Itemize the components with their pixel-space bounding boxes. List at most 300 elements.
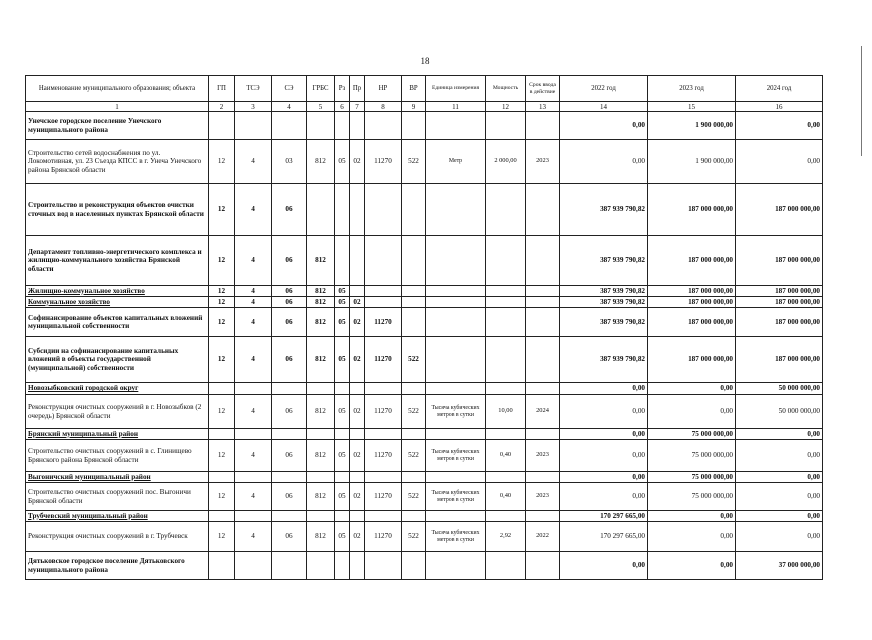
cell-se: 06 [272,440,307,472]
cell-grbs: 812 [307,395,335,429]
cell-name: Трубчевский муниципальный район [26,511,209,522]
cell-grbs: 812 [307,236,335,286]
cell-unit [426,511,486,522]
cell-gp [209,552,235,580]
cell-unit: Метр [426,140,486,184]
cell-rz: 05 [335,483,350,511]
cell-2023: 1 900 000,00 [648,112,736,140]
cell-2022: 0,00 [560,552,648,580]
cell-term [526,429,560,440]
cell-grbs: 812 [307,140,335,184]
cell-se: 06 [272,522,307,552]
cell-2023: 75 000 000,00 [648,472,736,483]
column-number: 16 [736,102,823,112]
cell-name: Строительство очистных сооружений пос. Выгоничи Брянской области [26,483,209,511]
cell-grbs [307,472,335,483]
cell-vr [402,383,426,395]
cell-rz: 05 [335,337,350,383]
cell-pr [350,236,365,286]
column-number: 3 [235,102,272,112]
cell-power [486,286,526,297]
cell-2024: 50 000 000,00 [736,383,823,395]
cell-nr: 11270 [365,337,402,383]
cell-power: 2 000,00 [486,140,526,184]
cell-tse [235,112,272,140]
cell-se [272,472,307,483]
cell-term [526,383,560,395]
cell-gp [209,429,235,440]
cell-tse [235,429,272,440]
cell-rz [335,383,350,395]
cell-gp: 12 [209,308,235,337]
cell-rz [335,112,350,140]
cell-unit: Тысяча кубических метров в сутки [426,395,486,429]
cell-2024: 0,00 [736,522,823,552]
cell-unit [426,429,486,440]
cell-2024: 187 000 000,00 [736,308,823,337]
cell-2023: 1 900 000,00 [648,140,736,184]
cell-2023: 75 000 000,00 [648,440,736,472]
header-2024: 2024 год [736,76,823,102]
cell-pr: 02 [350,440,365,472]
cell-se: 06 [272,184,307,236]
cell-tse: 4 [235,236,272,286]
cell-2022: 387 939 790,82 [560,308,648,337]
cell-grbs [307,511,335,522]
cell-vr [402,236,426,286]
cell-2024: 187 000 000,00 [736,337,823,383]
cell-se [272,511,307,522]
cell-power [486,472,526,483]
table-row [26,337,823,383]
cell-unit [426,236,486,286]
cell-2024: 0,00 [736,429,823,440]
cell-vr [402,308,426,337]
cell-gp [209,472,235,483]
cell-name: Реконструкция очистных сооружений в г. Новозыбков (2 очередь) Брянской области [26,395,209,429]
header-2023: 2023 год [648,76,736,102]
cell-rz: 05 [335,308,350,337]
cell-tse: 4 [235,297,272,308]
column-number: 1 [26,102,209,112]
cell-vr: 522 [402,483,426,511]
cell-rz [335,429,350,440]
cell-vr [402,297,426,308]
cell-2023: 187 000 000,00 [648,236,736,286]
cell-2023: 187 000 000,00 [648,297,736,308]
cell-name: Коммунальное хозяйство [26,297,209,308]
cell-2022: 0,00 [560,140,648,184]
cell-tse [235,383,272,395]
cell-name: Дятьковское городское поселение Дятьковского муниципального района [26,552,209,580]
cell-nr [365,383,402,395]
table-row [26,395,823,429]
cell-pr [350,286,365,297]
cell-unit: Тысяча кубических метров в сутки [426,483,486,511]
cell-rz: 05 [335,286,350,297]
cell-power: 0,40 [486,440,526,472]
column-number: 14 [560,102,648,112]
cell-vr: 522 [402,440,426,472]
cell-gp [209,511,235,522]
cell-se: 06 [272,236,307,286]
cell-unit [426,552,486,580]
cell-se [272,552,307,580]
table-row [26,184,823,236]
cell-power [486,236,526,286]
cell-pr: 02 [350,337,365,383]
cell-power [486,511,526,522]
cell-2022: 170 297 665,00 [560,522,648,552]
cell-2024: 50 000 000,00 [736,395,823,429]
cell-power [486,337,526,383]
cell-grbs: 812 [307,522,335,552]
column-number-row [26,102,823,112]
header-tse: ТСЭ [235,76,272,102]
cell-se: 06 [272,483,307,511]
table-row [26,308,823,337]
cell-gp: 12 [209,140,235,184]
cell-tse: 4 [235,140,272,184]
cell-vr [402,112,426,140]
cell-power [486,552,526,580]
header-nr: НР [365,76,402,102]
cell-se: 03 [272,140,307,184]
table-row [26,297,823,308]
cell-vr: 522 [402,522,426,552]
cell-term: 2024 [526,395,560,429]
cell-name: Софинансирование объектов капитальных вложений муниципальной собственности [26,308,209,337]
column-number: 8 [365,102,402,112]
cell-vr: 522 [402,395,426,429]
cell-2024: 0,00 [736,472,823,483]
cell-se [272,112,307,140]
cell-gp: 12 [209,337,235,383]
table-row [26,511,823,522]
cell-gp [209,112,235,140]
cell-pr: 02 [350,297,365,308]
cell-nr [365,511,402,522]
cell-tse: 4 [235,395,272,429]
header-power: Мощность [486,76,526,102]
cell-nr [365,472,402,483]
cell-vr: 522 [402,140,426,184]
cell-se: 06 [272,308,307,337]
cell-2022: 0,00 [560,429,648,440]
cell-2022: 387 939 790,82 [560,286,648,297]
cell-2023: 0,00 [648,383,736,395]
cell-2023: 75 000 000,00 [648,429,736,440]
cell-power [486,297,526,308]
cell-tse: 4 [235,440,272,472]
column-number: 5 [307,102,335,112]
cell-name: Реконструкция очистных сооружений в г. Трубчевск [26,522,209,552]
cell-2023: 187 000 000,00 [648,184,736,236]
cell-nr [365,236,402,286]
table-row [26,140,823,184]
cell-2024: 187 000 000,00 [736,184,823,236]
cell-gp: 12 [209,236,235,286]
cell-2022: 0,00 [560,472,648,483]
cell-tse [235,472,272,483]
cell-nr [365,297,402,308]
cell-nr: 11270 [365,140,402,184]
cell-nr: 11270 [365,440,402,472]
cell-2023: 187 000 000,00 [648,286,736,297]
cell-pr [350,112,365,140]
cell-nr: 11270 [365,395,402,429]
scan-edge-line [861,46,862,156]
cell-rz: 05 [335,395,350,429]
cell-2022: 387 939 790,82 [560,236,648,286]
cell-term: 2023 [526,483,560,511]
cell-pr [350,383,365,395]
cell-2023: 187 000 000,00 [648,337,736,383]
cell-unit [426,286,486,297]
cell-name: Унечское городское поселение Унечского муниципального района [26,112,209,140]
cell-2024: 187 000 000,00 [736,297,823,308]
column-number: 12 [486,102,526,112]
cell-rz [335,184,350,236]
cell-tse: 4 [235,337,272,383]
cell-2022: 0,00 [560,483,648,511]
budget-table [25,75,823,580]
cell-grbs: 812 [307,297,335,308]
header-grbs: ГРБС [307,76,335,102]
cell-power [486,383,526,395]
cell-unit [426,297,486,308]
cell-term: 2023 [526,440,560,472]
header-row [26,76,823,102]
header-term: Срок ввода в действие [526,76,560,102]
column-number: 2 [209,102,235,112]
cell-2024: 0,00 [736,511,823,522]
cell-name: Брянский муниципальный район [26,429,209,440]
cell-power: 0,40 [486,483,526,511]
cell-rz: 05 [335,522,350,552]
cell-2023: 0,00 [648,395,736,429]
cell-vr [402,184,426,236]
column-number: 6 [335,102,350,112]
cell-2023: 0,00 [648,511,736,522]
cell-power: 10,00 [486,395,526,429]
cell-unit [426,383,486,395]
cell-pr [350,511,365,522]
cell-name: Новозыбковский городской округ [26,383,209,395]
cell-name: Строительство сетей водоснабжения по ул. Локомотивная, ул. 23 Съезда КПСС в г. Унеча Унечского района Брянской области [26,140,209,184]
cell-gp: 12 [209,522,235,552]
cell-vr [402,552,426,580]
cell-grbs: 812 [307,308,335,337]
cell-power [486,308,526,337]
table-row [26,522,823,552]
cell-tse [235,511,272,522]
cell-power [486,184,526,236]
cell-name: Субсидии на софинансирование капитальных вложений в объекты государственной (муниципальной) собственности [26,337,209,383]
cell-power [486,429,526,440]
cell-pr: 02 [350,522,365,552]
cell-2024: 0,00 [736,140,823,184]
table-row [26,112,823,140]
cell-gp: 12 [209,395,235,429]
cell-gp: 12 [209,483,235,511]
header-vr: ВР [402,76,426,102]
cell-rz: 05 [335,297,350,308]
header-se: СЭ [272,76,307,102]
cell-se: 06 [272,395,307,429]
cell-vr [402,472,426,483]
cell-grbs [307,552,335,580]
table-row [26,236,823,286]
cell-tse: 4 [235,308,272,337]
cell-term [526,286,560,297]
cell-rz [335,472,350,483]
cell-name: Строительство и реконструкция объектов очистки сточных вод в населенных пунктах Брянской области [26,184,209,236]
page-number: 18 [420,56,430,66]
cell-grbs: 812 [307,337,335,383]
cell-se: 06 [272,286,307,297]
cell-2024: 187 000 000,00 [736,286,823,297]
cell-term [526,552,560,580]
cell-grbs [307,429,335,440]
column-number: 15 [648,102,736,112]
cell-rz [335,236,350,286]
cell-rz [335,511,350,522]
cell-rz: 05 [335,140,350,184]
column-number: 11 [426,102,486,112]
cell-term [526,297,560,308]
cell-2022: 387 939 790,82 [560,297,648,308]
cell-term [526,511,560,522]
cell-grbs: 812 [307,286,335,297]
cell-pr [350,429,365,440]
cell-grbs: 812 [307,440,335,472]
cell-nr [365,286,402,297]
cell-2022: 0,00 [560,112,648,140]
cell-se: 06 [272,337,307,383]
table-row [26,440,823,472]
cell-2024: 37 000 000,00 [736,552,823,580]
cell-nr: 11270 [365,483,402,511]
cell-name: Строительство очистных сооружений в с. Глинищево Брянского района Брянской области [26,440,209,472]
cell-pr: 02 [350,308,365,337]
cell-tse: 4 [235,483,272,511]
cell-2022: 170 297 665,00 [560,511,648,522]
cell-2023: 0,00 [648,552,736,580]
header-pr: Пр [350,76,365,102]
cell-pr [350,472,365,483]
cell-term [526,236,560,286]
cell-nr [365,552,402,580]
cell-unit [426,308,486,337]
column-number: 9 [402,102,426,112]
cell-gp: 12 [209,184,235,236]
column-number: 4 [272,102,307,112]
cell-grbs [307,112,335,140]
cell-term [526,472,560,483]
cell-term: 2022 [526,522,560,552]
cell-gp [209,383,235,395]
cell-2022: 387 939 790,82 [560,184,648,236]
cell-2024: 0,00 [736,112,823,140]
cell-unit [426,472,486,483]
cell-gp: 12 [209,297,235,308]
cell-vr [402,429,426,440]
table-row [26,552,823,580]
cell-name: Департамент топливно-энергетического комплекса и жилищно-коммунального хозяйства Брянской области [26,236,209,286]
cell-2023: 187 000 000,00 [648,308,736,337]
cell-2022: 0,00 [560,383,648,395]
cell-nr: 11270 [365,308,402,337]
table-row [26,483,823,511]
cell-se: 06 [272,297,307,308]
header-unit: Единица измерения [426,76,486,102]
header-name: Наименование муниципального образования; объекта [26,76,209,102]
cell-nr [365,184,402,236]
cell-grbs: 812 [307,483,335,511]
column-number: 7 [350,102,365,112]
cell-term: 2023 [526,140,560,184]
table-row [26,286,823,297]
cell-name: Выгоничский муниципальный район [26,472,209,483]
cell-gp: 12 [209,286,235,297]
cell-2024: 0,00 [736,440,823,472]
cell-tse: 4 [235,522,272,552]
header-gp: ГП [209,76,235,102]
cell-se [272,383,307,395]
cell-nr: 11270 [365,522,402,552]
cell-tse [235,552,272,580]
cell-unit [426,184,486,236]
column-number: 13 [526,102,560,112]
cell-vr [402,511,426,522]
cell-2024: 0,00 [736,483,823,511]
header-rz: Рз [335,76,350,102]
cell-unit: Тысяча кубических метров в сутки [426,522,486,552]
cell-term [526,308,560,337]
cell-se [272,429,307,440]
cell-nr [365,429,402,440]
cell-2022: 0,00 [560,440,648,472]
cell-pr [350,184,365,236]
cell-grbs [307,383,335,395]
cell-power [486,112,526,140]
table-row [26,472,823,483]
cell-2022: 0,00 [560,395,648,429]
cell-2023: 75 000 000,00 [648,483,736,511]
cell-name: Жилищно-коммунальное хозяйство [26,286,209,297]
cell-power: 2,92 [486,522,526,552]
cell-2022: 387 939 790,82 [560,337,648,383]
cell-vr: 522 [402,337,426,383]
cell-pr: 02 [350,140,365,184]
cell-unit [426,337,486,383]
cell-gp: 12 [209,440,235,472]
cell-tse: 4 [235,184,272,236]
cell-term [526,337,560,383]
cell-rz: 05 [335,440,350,472]
cell-tse: 4 [235,286,272,297]
cell-pr: 02 [350,483,365,511]
cell-grbs [307,184,335,236]
cell-2023: 0,00 [648,522,736,552]
table-row [26,383,823,395]
cell-unit: Тысяча кубических метров в сутки [426,440,486,472]
header-2022: 2022 год [560,76,648,102]
cell-term [526,184,560,236]
cell-pr: 02 [350,395,365,429]
cell-term [526,112,560,140]
